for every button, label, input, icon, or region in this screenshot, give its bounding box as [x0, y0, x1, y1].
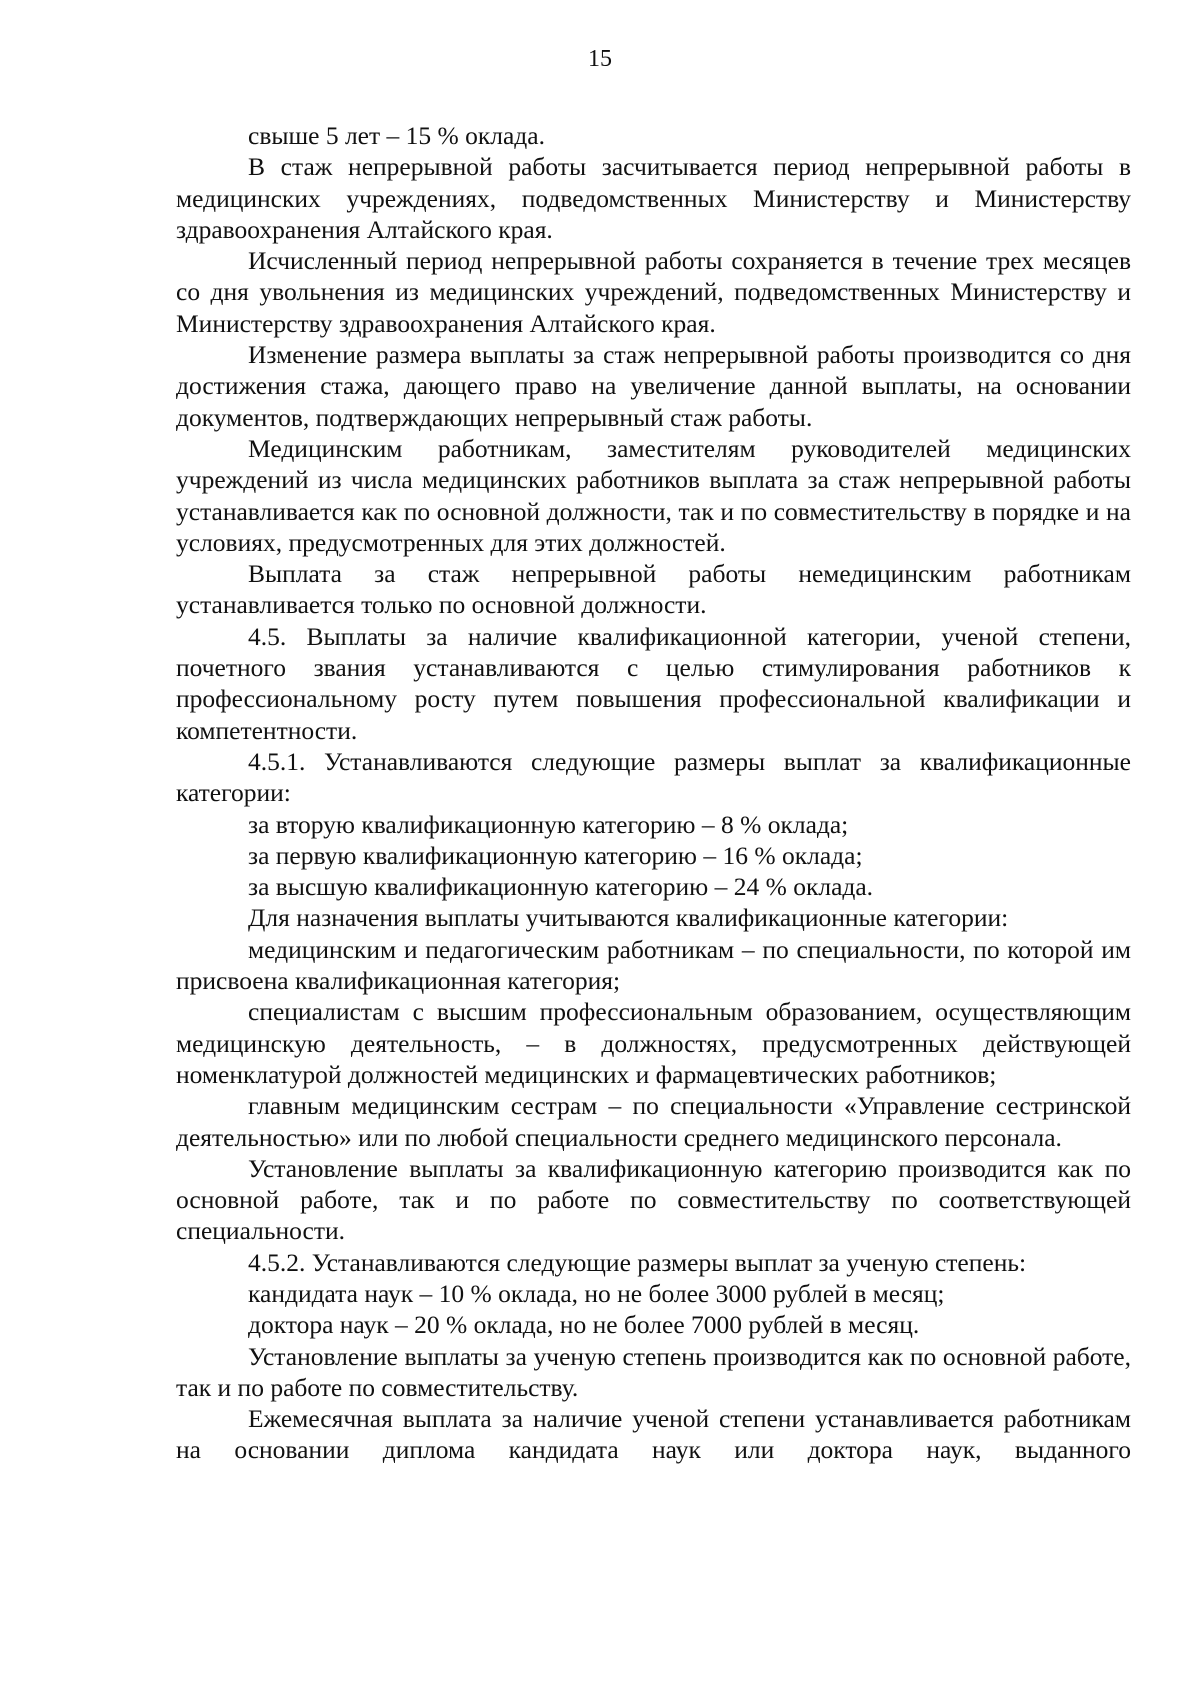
list-item: за первую квалификационную категорию – 16 % оклада; — [248, 840, 863, 870]
list-item: кандидата наук – 10 % оклада, но не более 3000 рублей в месяц; — [248, 1278, 945, 1308]
paragraph: Установление выплаты за ученую степень производится как по основной работе, так и по работе по совместительству. — [176, 1341, 1131, 1402]
paragraph: Исчисленный период непрерывной работы сохраняется в течение трех месяцев со дня увольнения из медицинских учреждений, подведомственных Министерству и Министерству здравоохранения Алтайского края. — [176, 246, 1131, 338]
list-item: за высшую квалификационную категорию – 24 % оклада. — [248, 872, 874, 902]
paragraph: Медицинским работникам, заместителям руководителей медицинских учреждений из числа медицинских работников выплата за стаж непрерывной работы устанавливается как по основной должности, так и по совместительству в порядке и на условиях, предусмотренных для этих должностей. — [176, 433, 1131, 557]
paragraph: Изменение размера выплаты за стаж непрерывной работы производится со дня достижения стажа, дающего право на увеличение данной выплаты, на основании документов, подтверждающих непрерывный стаж работы. — [176, 340, 1131, 432]
document-body — [176, 120, 1131, 1466]
page-number: 15 — [588, 46, 612, 72]
paragraph: Для назначения выплаты учитываются квалификационные категории: — [248, 903, 1009, 933]
list-item: за вторую квалификационную категорию – 8 % оклада; — [248, 809, 849, 839]
section-4-5: 4.5. Выплаты за наличие квалификационной категории, ученой степени, почетного звания устанавливаются с целью стимулирования работников к профессиональному росту путем повышения профессиональной квалификации и компетентности. — [176, 621, 1131, 745]
paragraph: свыше 5 лет – 15 % оклада. — [248, 121, 545, 150]
paragraph: Выплата за стаж непрерывной работы немедицинским работникам устанавливается только по основной должности. — [176, 559, 1131, 620]
paragraph: Установление выплаты за квалификационную категорию производится как по основной работе, так и по работе по совместительству по соответствующей специальности. — [176, 1153, 1131, 1246]
paragraph: В стаж непрерывной работы засчитывается период непрерывной работы в медицинских учреждениях, подведомственных Министерству и Министерству здравоохранения Алтайского края. — [176, 152, 1131, 244]
paragraph: Ежемесячная выплата за наличие ученой степени устанавливается работникам на основании диплома кандидата наук или доктора наук, выданного — [176, 1404, 1131, 1465]
list-item: главным медицинским сестрам – по специальности «Управление сестринской деятельностью» или по любой специальности среднего медицинского персонала. — [176, 1091, 1131, 1152]
section-4-5-2: 4.5.2. Устанавливаются следующие размеры выплат за ученую степень: — [248, 1247, 1027, 1277]
section-4-5-1: 4.5.1. Устанавливаются следующие размеры выплат за квалификационные категории: — [176, 746, 1131, 808]
list-item: специалистам с высшим профессиональным образованием, осуществляющим медицинскую деятельность, – в должностях, предусмотренных действующей номенклатурой должностей медицинских и фармацевтических работников; — [176, 997, 1131, 1089]
list-item: медицинским и педагогическим работникам – по специальности, по которой им присвоена квалификационная категория; — [176, 934, 1131, 996]
list-item: доктора наук – 20 % оклада, но не более 7000 рублей в месяц. — [248, 1310, 920, 1340]
